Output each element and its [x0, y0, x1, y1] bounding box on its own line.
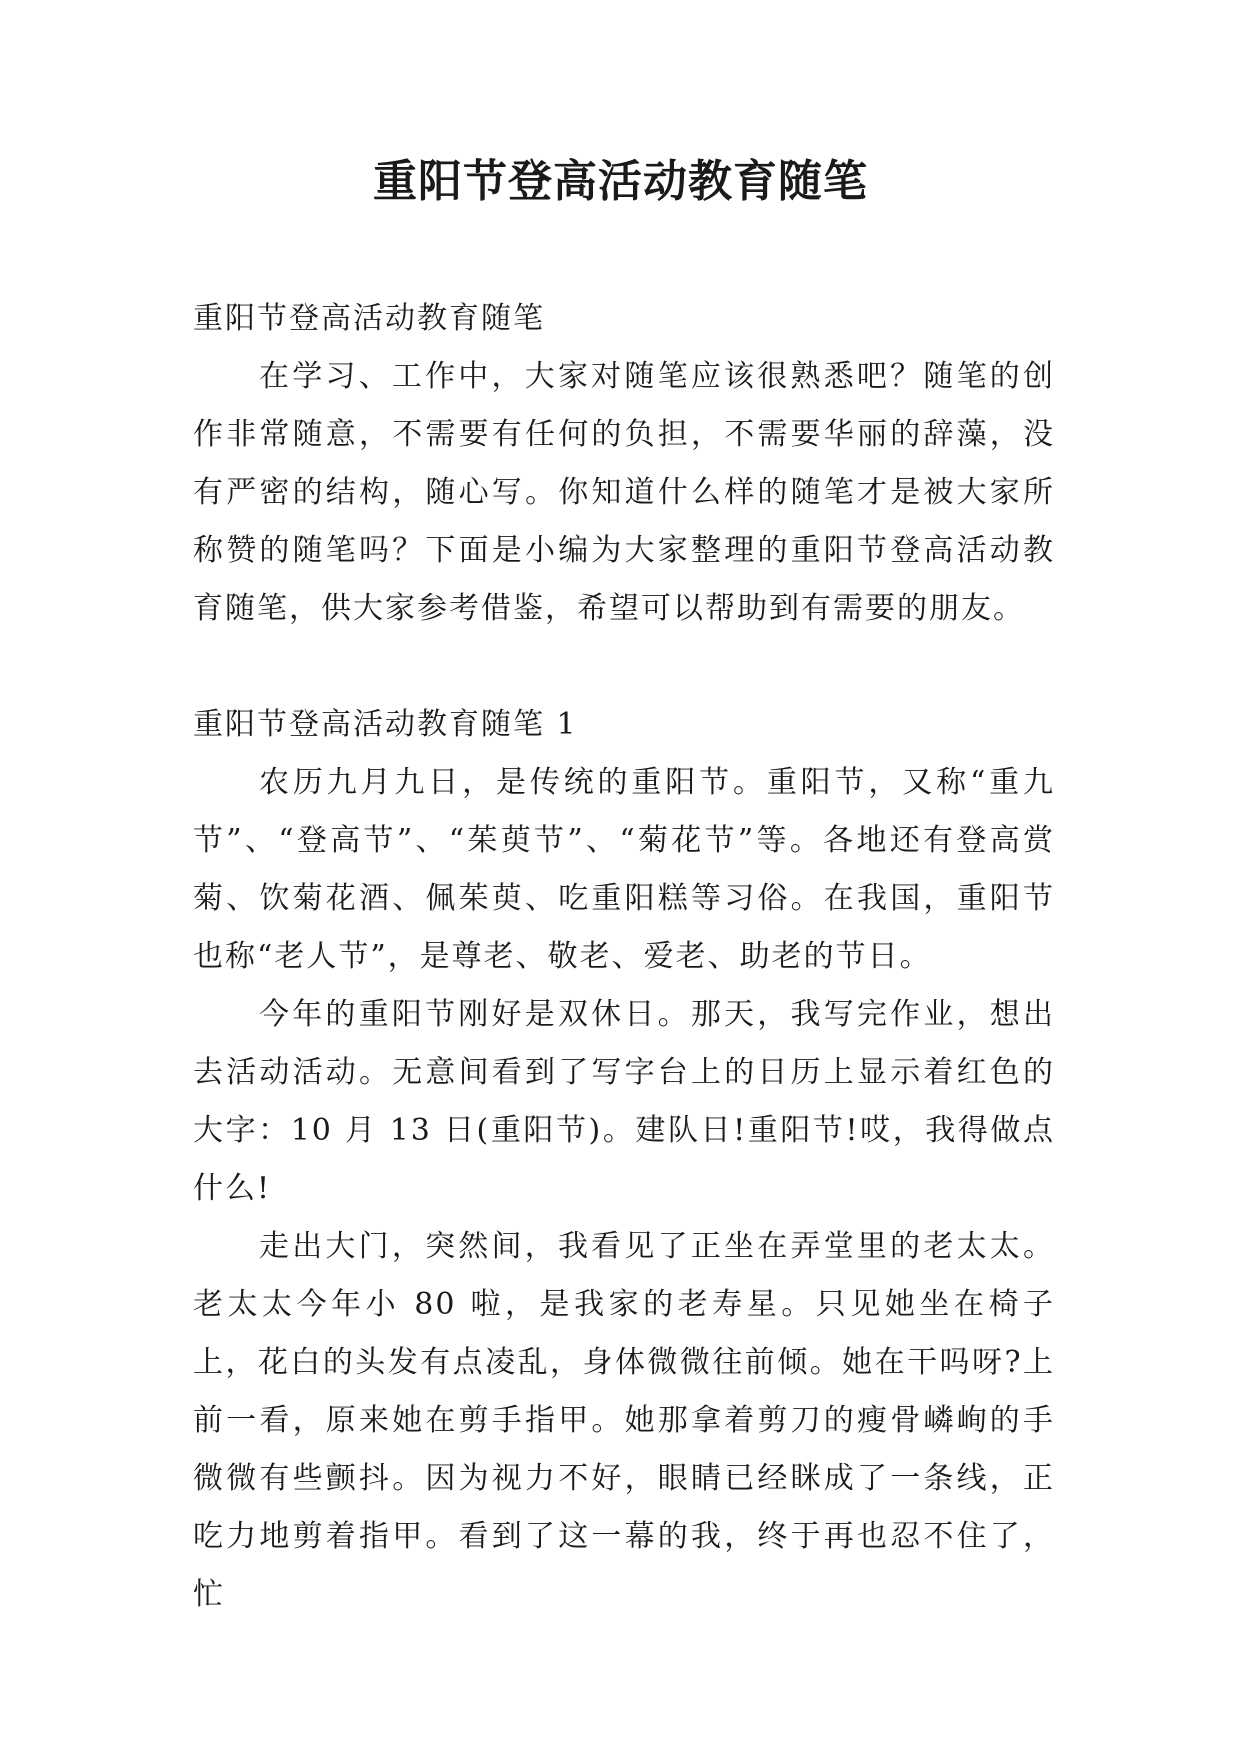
section1-paragraph-1: 农历九月九日，是传统的重阳节。重阳节，又称“重九节”、“登高节”、“茱萸节”、“菊花节”等。各地还有登高赏菊、饮菊花酒、佩茱萸、吃重阳糕等习俗。在我国，重阳节也称“老人节”，是尊老、敬老、爱老、助老的节日。 [193, 765, 1055, 974]
section1-heading: 重阳节登高活动教育随笔 1 [193, 707, 578, 742]
section1-paragraph-3: 走出大门，突然间，我看见了正坐在弄堂里的老太太。老太太今年小 80 啦，是我家的老寿星。只见她坐在椅子上，花白的头发有点凌乱，身体微微往前倾。她在干吗呀?上前一看，原来她在剪手指甲。她那拿着剪刀的瘦骨嶙峋的手微微有些颤抖。因为视力不好，眼睛已经眯成了一条线，正吃力地剪着指甲。看到了这一幕的我，终于再也忍不住了，忙 [193, 1229, 1055, 1612]
intro-paragraph: 在学习、工作中，大家对随笔应该很熟悉吧？随笔的创作非常随意，不需要有任何的负担，不需要华丽的辞藻，没有严密的结构，随心写。你知道什么样的随笔才是被大家所称赞的随笔吗？下面是小编为大家整理的重阳节登高活动教育随笔，供大家参考借鉴，希望可以帮助到有需要的朋友。 [193, 359, 1055, 626]
document-body [193, 290, 1055, 1624]
intro-heading: 重阳节登高活动教育随笔 [193, 301, 545, 336]
document-title: 重阳节登高活动教育随笔 [373, 156, 868, 207]
section1-paragraph-2: 今年的重阳节刚好是双休日。那天，我写完作业，想出去活动活动。无意间看到了写字台上的日历上显示着红色的大字：10 月 13 日(重阳节)。建队日!重阳节!哎，我得做点什么! [193, 997, 1055, 1206]
section-spacer [193, 638, 1055, 696]
